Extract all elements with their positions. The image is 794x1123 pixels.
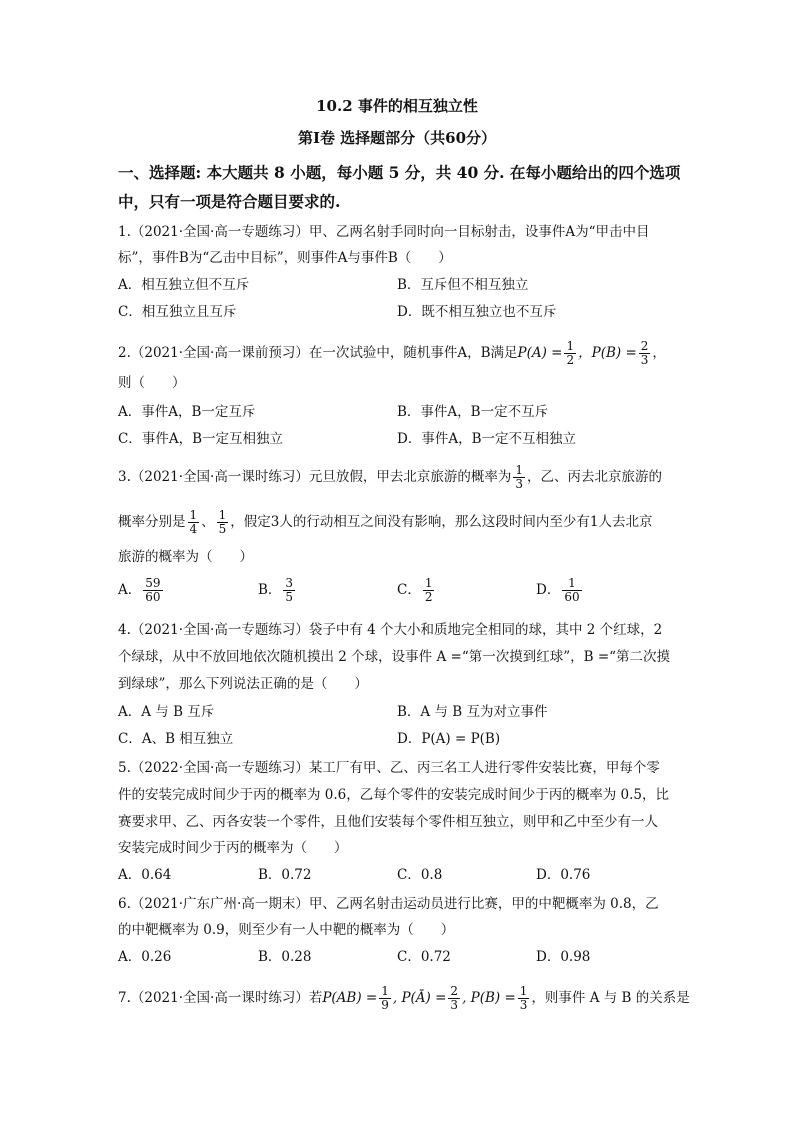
question-5-line2: 件的安装完成时间少于丙的概率为 0.6，乙每个零件的安装完成时间少于丙的概率为 0.5，比: [118, 787, 670, 803]
q5-option-c: C．0.8: [397, 867, 443, 883]
q6-option-c: C．0.72: [397, 949, 451, 965]
q3-option-a-label: A．: [118, 582, 142, 598]
q3-stem-text4: ，假定3人的行动相互之间没有影响，那么这段时间内至少有1人去北京: [230, 514, 653, 530]
q3-stem-text2: ，乙、丙去北京旅游的: [526, 469, 662, 485]
q4-option-d: D．P(A) = P(B): [397, 731, 501, 747]
question-7-line1: [118, 985, 690, 1012]
question-4-line2: 个绿球，从中不放回地依次随机摸出 2 个球，设事件 A =“第一次摸到红球”，B =“第二次摸: [118, 649, 671, 665]
section-instruction-line2: 中，只有一项是符合题目要求的.: [118, 192, 341, 211]
q6-option-a: A．0.26: [118, 949, 172, 965]
q5-option-b: B．0.72: [258, 867, 312, 883]
q7-frac2-num: 2: [450, 984, 459, 998]
q3-stem-text1: 3.（2021·全国·高一课时练习）元旦放假，甲去北京旅游的概率为: [118, 469, 512, 485]
q4-option-c: C．A、B 相互独立: [118, 731, 234, 747]
question-6-line2: 的中靶概率为 0.9，则至少有一人中靶的概率为（ ）: [118, 922, 455, 938]
q2-option-a: A．事件A，B一定互斥: [118, 404, 256, 420]
q7-prob-b-label: , P(B) =: [462, 990, 516, 1006]
q6-option-d: D．0.98: [536, 949, 591, 965]
q3-option-d: [536, 577, 584, 604]
q3-opt-c-num: 1: [424, 576, 433, 590]
q3-frac1-num: 1: [515, 463, 523, 477]
q7-fraction-1: [379, 985, 391, 1012]
q3-opt-b-den: 5: [285, 590, 294, 604]
q2-prob-a-label: P(A) =: [517, 345, 563, 361]
q3-frac2-den: 4: [189, 522, 198, 536]
q3-option-d-label: D．: [536, 582, 561, 598]
q3-frac1-den: 3: [515, 477, 523, 491]
question-5-line3: 赛要求甲、乙、丙各安装一个零件，且他们安装每个零件相互独立，则甲和乙中至少有一人: [118, 814, 658, 830]
q1-option-b: B．互斥但不相互独立: [397, 277, 529, 293]
q3-opt-a-den: 60: [145, 590, 161, 604]
q2-prob-b-fraction: [639, 340, 651, 367]
q3-stem-text3: 概率分别是: [118, 514, 186, 530]
q3-option-a: [118, 577, 165, 604]
q3-fraction-2: [188, 509, 200, 536]
q3-option-a-fraction: [143, 577, 162, 604]
q7-frac2-den: 3: [450, 998, 459, 1012]
question-6-line1: 6.（2021·广东广州·高一期末）甲、乙两名射击运动员进行比赛，甲的中靶概率为 0.8，乙: [118, 896, 659, 912]
q3-fraction-1: [513, 464, 525, 491]
q7-stem-text2: ，则事件 A 与 B 的关系是: [531, 990, 690, 1006]
q6-option-b: B．0.28: [258, 949, 312, 965]
question-3-line3: 旅游的概率为（ ）: [118, 549, 253, 565]
q2-frac-a-den: 2: [566, 353, 575, 367]
q3-option-c: [397, 577, 436, 604]
q3-option-b-label: B．: [258, 582, 282, 598]
q7-frac1-num: 1: [381, 984, 389, 998]
q3-opt-d-num: 1: [562, 577, 581, 591]
q3-option-b: [258, 577, 297, 604]
q3-frac2-num: 1: [189, 508, 198, 522]
q1-option-c: C．相互独立且互斥: [118, 304, 237, 320]
q1-option-a: A．相互独立但不互斥: [118, 277, 250, 293]
question-1-line2: 标”，事件B为“乙击中目标”，则事件A与事件B（ ）: [118, 250, 452, 266]
q3-frac3-den: 5: [218, 522, 227, 536]
q2-frac-b-num: 2: [640, 339, 649, 353]
q4-option-b: B．A 与 B 互为对立事件: [397, 704, 548, 720]
q2-option-c: C．事件A，B一定互相独立: [118, 431, 283, 447]
question-4-line3: 到绿球”，那么下列说法正确的是（ ）: [118, 676, 368, 692]
section-subtitle: 第Ⅰ卷 选择题部分（共60分）: [297, 129, 497, 147]
q5-option-d: D．0.76: [536, 867, 591, 883]
q3-opt-d-den: 60: [564, 590, 580, 604]
q7-fraction-2: [448, 985, 460, 1012]
q5-option-a: A．0.64: [118, 867, 172, 883]
q7-prob-ab-label: P(AB) =: [322, 990, 378, 1006]
q3-frac3-num: 1: [218, 508, 227, 522]
q2-stem-text: 2.（2021·全国·高一课前预习）在一次试验中，随机事件A，B满足: [118, 345, 518, 361]
question-2-line1: 2.（2021·全国·高一课前预习）在一次试验中，随机事件A，B满足P(A) = $\frac{1}{2}$ ，P(B) = $\frac{2}{3}$ ，: [118, 339, 666, 367]
question-3-line1: [118, 464, 662, 491]
question-4-line1: 4.（2021·全国·高一专题练习）袋子中有 4 个大小和质地完全相同的球，其中 2 个红球，2: [118, 622, 663, 638]
q7-frac3-num: 1: [519, 984, 528, 998]
q3-opt-a-num: 59: [145, 576, 161, 590]
q7-prob-abar-label: , P(Ā) =: [392, 990, 447, 1006]
q3-opt-c-den: 2: [424, 590, 433, 604]
question-5-line4: 安装完成时间少于丙的概率为（ ）: [118, 840, 348, 856]
q3-option-b-fraction: [283, 577, 295, 604]
q3-option-c-fraction: [423, 577, 435, 604]
q7-fraction-3: [518, 985, 530, 1012]
q1-option-d: D．既不相互独立也不互斥: [397, 304, 557, 320]
question-2-line2: 则（ ）: [118, 375, 186, 391]
document-title: 10.2 事件的相互独立性: [316, 97, 478, 115]
q2-option-d: D．事件A，B一定不互相独立: [397, 431, 576, 447]
q3-fraction-3: [217, 509, 229, 536]
q4-option-a: A．A 与 B 互斥: [118, 704, 215, 720]
q2-frac-b-den: 3: [640, 353, 649, 367]
question-1-line1: 1.（2021·全国·高一专题练习）甲、乙两名射手同时向一目标射击，设事件A为“甲击中目: [118, 224, 650, 240]
question-5-line1: 5.（2022·全国·高一专题练习）某工厂有甲、乙、丙三名工人进行零件安装比赛，甲每个零: [118, 760, 660, 776]
question-3-line2: 概率分别是 $\frac{1}{4}$ 、 $\frac{1}{5}$ ，假定3人的行动相互之间没有影响，那么这段时间内至少有1人去北京: [118, 508, 653, 536]
q2-prob-a-fraction: [564, 340, 576, 367]
q7-frac1-den: 9: [381, 998, 389, 1012]
q2-prob-b-label: ，P(B) =: [578, 345, 637, 361]
q2-frac-a-num: 1: [566, 339, 575, 353]
section-instruction-line1: 一、选择题: 本大题共 8 小题，每小题 5 分，共 40 分. 在每小题给出的四个选项: [118, 163, 681, 182]
q3-opt-b-num: 3: [285, 576, 294, 590]
q3-option-c-label: C．: [397, 582, 421, 598]
q3-option-d-fraction: [562, 577, 581, 604]
q2-option-b: B．事件A，B一定不互斥: [397, 404, 549, 420]
q7-stem-text1: 7.（2021·全国·高一课时练习）若: [118, 990, 323, 1006]
q7-frac3-den: 3: [519, 998, 528, 1012]
